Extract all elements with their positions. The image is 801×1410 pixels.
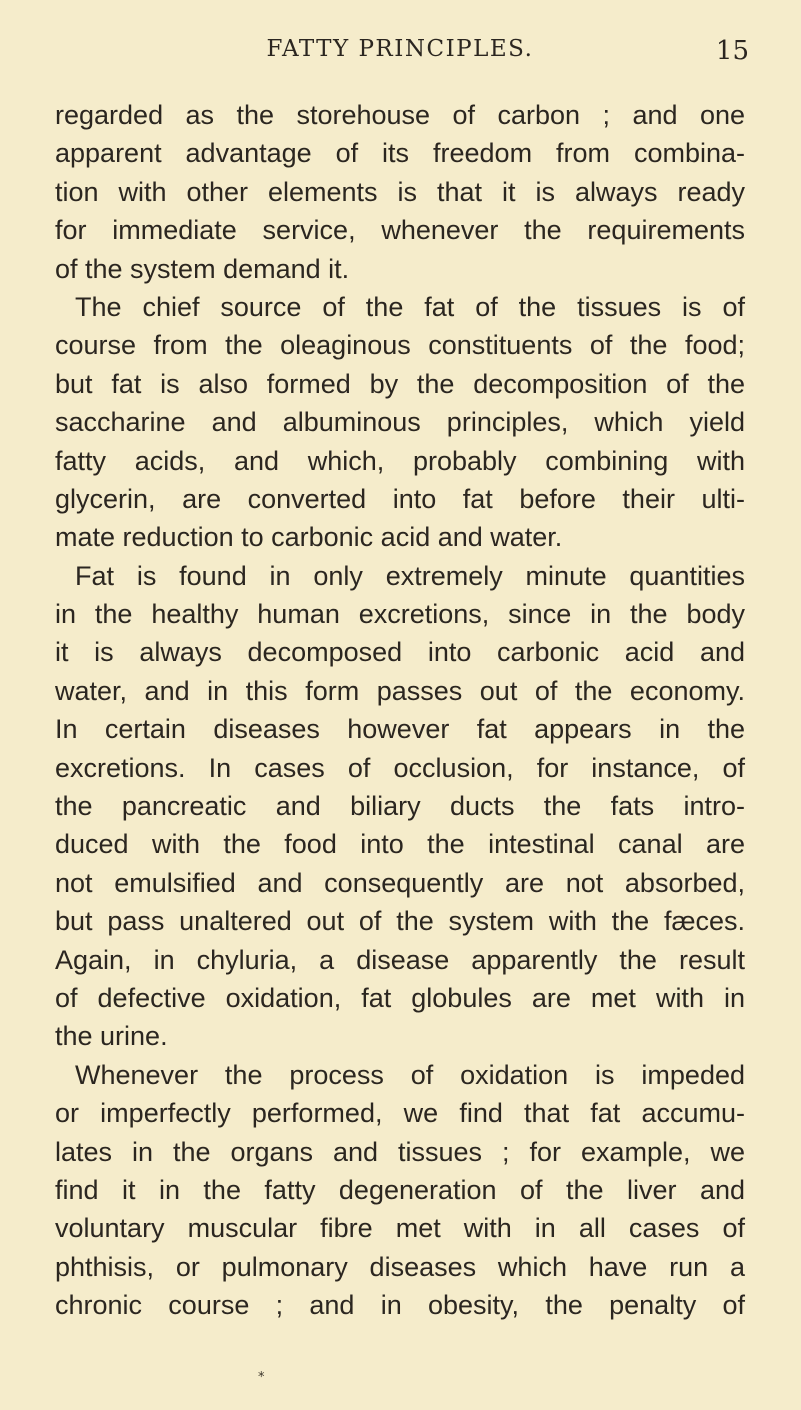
text-line: fatty acids, and which, probably combining with [55, 445, 745, 476]
text-line: the urine. [55, 1021, 168, 1052]
text-line: in the healthy human excretions, since in the body [55, 599, 745, 630]
text-line: but pass unaltered out of the system with the fæces. [55, 906, 745, 937]
running-head: FATTY PRINCIPLES. [266, 36, 534, 62]
text-line: course from the oleaginous constituents of the food; [55, 330, 745, 361]
text-line: chronic course ; and in obesity, the penalty of [55, 1290, 745, 1321]
text-line: glycerin, are converted into fat before their ulti- [55, 483, 745, 514]
text-line: Again, in chyluria, a disease apparently the result [55, 944, 745, 975]
text-line: water, and in this form passes out of the economy. [55, 675, 745, 706]
text-line: find it in the fatty degeneration of the liver and [55, 1174, 745, 1205]
printer-mark: * [258, 1370, 265, 1385]
page-number: 15 [715, 36, 749, 66]
text-line: In certain diseases however fat appears in the [55, 714, 745, 745]
text-line: but fat is also formed by the decomposition of the [55, 368, 745, 399]
text-line: Fat is found in only extremely minute quantities [75, 560, 745, 591]
text-line: duced with the food into the intestinal canal are [55, 829, 745, 860]
text-line: or imperfectly performed, we find that fat accumu- [55, 1098, 745, 1129]
text-line: saccharine and albuminous principles, which yield [55, 407, 745, 438]
text-line: apparent advantage of its freedom from combina- [55, 138, 745, 169]
text-line: of defective oxidation, fat globules are met with in [55, 982, 745, 1013]
text-line: The chief source of the fat of the tissues is of [75, 291, 745, 322]
text-line: it is always decomposed into carbonic acid and [55, 637, 745, 668]
text-line: excretions. In cases of occlusion, for instance, of [55, 752, 745, 783]
text-line: for immediate service, whenever the requirements [55, 215, 745, 246]
text-line: regarded as the storehouse of carbon ; and one [55, 100, 745, 130]
text-line: phthisis, or pulmonary diseases which have run a [55, 1251, 745, 1282]
text-line: lates in the organs and tissues ; for example, we [55, 1136, 745, 1167]
text-line: of the system demand it. [55, 253, 350, 284]
body-text [55, 96, 745, 1325]
text-line: tion with other elements is that it is always ready [55, 176, 745, 207]
text-line: voluntary muscular fibre met with in all cases of [55, 1213, 745, 1244]
page-header [0, 34, 801, 74]
text-line: Whenever the process of oxidation is impeded [75, 1059, 745, 1090]
text-line: not emulsified and consequently are not absorbed, [55, 867, 745, 898]
text-line: the pancreatic and biliary ducts the fats intro- [55, 791, 745, 822]
text-line: mate reduction to carbonic acid and water. [55, 522, 563, 553]
